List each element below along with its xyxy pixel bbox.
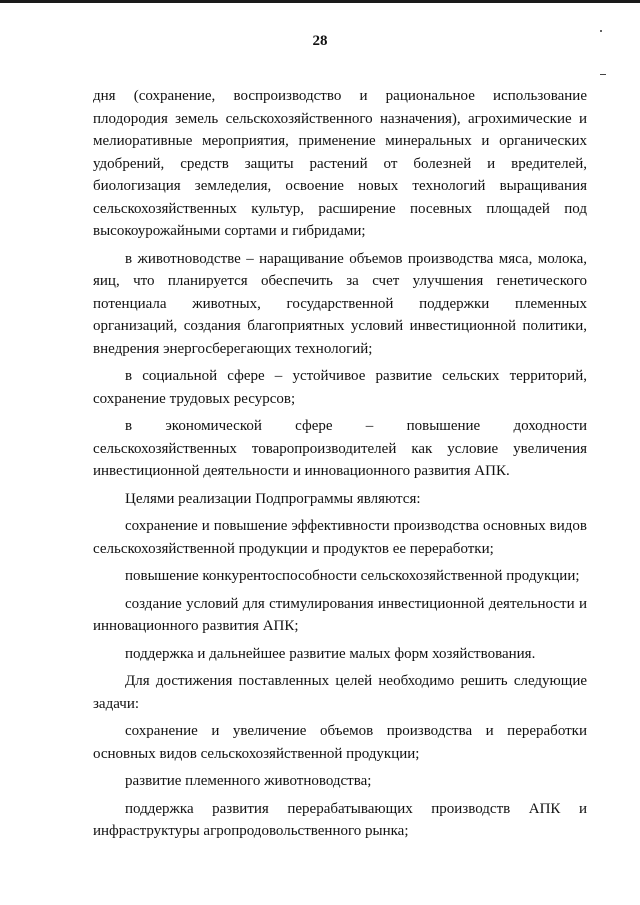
paragraph-goals-heading: Целями реализации Подпрограммы являются: (125, 490, 421, 507)
paragraph-goal-competitiveness: повышение конкурентоспособности сельскохозяйственной продукции; (125, 568, 580, 584)
document-body (93, 85, 587, 848)
paragraph-goal-small-farms: поддержка и дальнейшее развитие малых форм хозяйствования. (125, 645, 536, 662)
scan-speck (600, 74, 606, 75)
paragraph-crop-production: дня (сохранение, воспроизводство и рациональное использование плодородия земель сельскохозяйственного назначения), агрохимические и мелиоративные мероприятия, применение минеральных и органических удобрений, средств защиты растений от болезней и вредителей, биологизация земледелия, освоение новых технологий выращивания сельскохозяйственных культур, расширение посевных площадей под высокоурожайными сортами и гибридами; (93, 88, 587, 239)
paragraph-goal-investment: создание условий для стимулирования инвестиционной деятельности и инновационного развития АПК; (93, 595, 587, 634)
paragraph-task-production: сохранение и увеличение объемов производства и переработки основных видов сельскохозяйственной продукции; (93, 723, 587, 762)
scan-speck (600, 30, 602, 32)
paragraph-livestock: в животноводстве – наращивание объемов производства мяса, молока, яиц, что планируется обеспечить за счет улучшения генетического потенциала животных, государственной поддержки племенных организаций, создания благоприятных условий инвестиционной политики, внедрения энергосберегающих технологий; (93, 250, 587, 357)
paragraph-task-breeding: развитие племенного животноводства; (125, 773, 372, 789)
scan-top-edge (0, 0, 640, 3)
paragraph-task-processing: поддержка развития перерабатывающих производств АПК и инфраструктуры агропродовольственного рынка; (93, 800, 587, 839)
paragraph-tasks-heading: Для достижения поставленных целей необходимо решить следующие задачи: (93, 673, 587, 712)
paragraph-economic-sphere: в экономической сфере – повышение доходности сельскохозяйственных товаропроизводителей как условие увеличения инвестиционной деятельности и инновационного развития АПК. (93, 418, 587, 479)
paragraph-goal-efficiency: сохранение и повышение эффективности производства основных видов сельскохозяйственной продукции и продуктов ее переработки; (93, 518, 587, 557)
paragraph-social-sphere: в социальной сфере – устойчивое развитие сельских территорий, сохранение трудовых ресурсов; (93, 368, 587, 407)
page-number: 28 (312, 33, 328, 49)
